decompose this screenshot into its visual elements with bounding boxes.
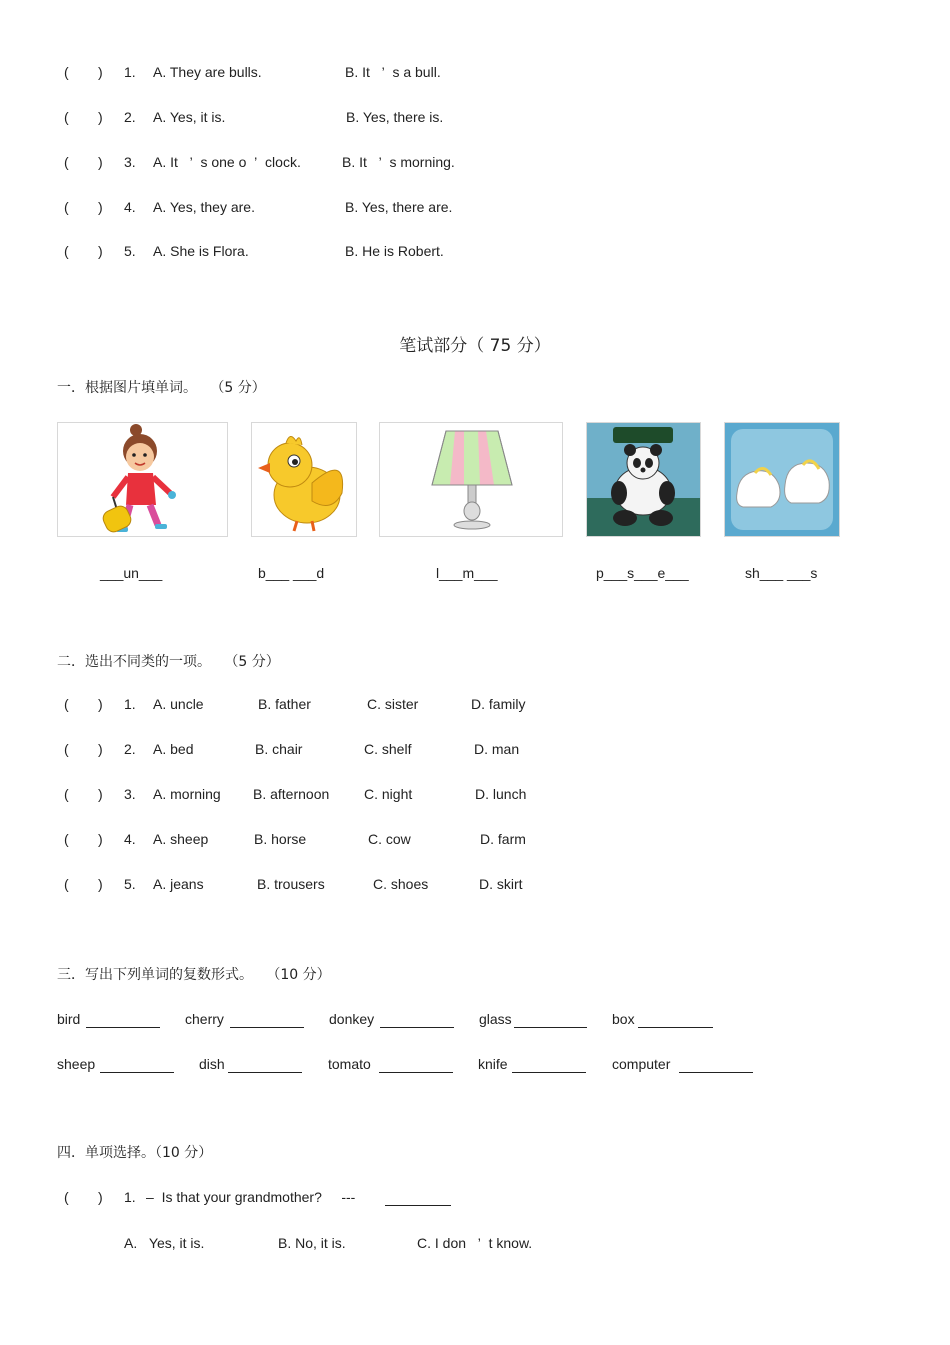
question-row xyxy=(0,741,950,761)
answer-paren-open: ( xyxy=(64,64,69,80)
answer-blank[interactable] xyxy=(679,1072,753,1073)
answer-paren-close: ) xyxy=(98,1189,103,1205)
question-number: 2. xyxy=(124,109,136,125)
answer-paren-open: ( xyxy=(64,696,69,712)
option-a: A. Yes, it is. xyxy=(124,1235,205,1251)
answer-paren-close: ) xyxy=(98,199,103,215)
answer-paren-open: ( xyxy=(64,243,69,259)
plural-word: computer xyxy=(612,1056,671,1072)
listening-row xyxy=(0,109,950,129)
question-row xyxy=(0,831,950,851)
section3-title: 三．写出下列单词的复数形式。 （10 分） xyxy=(57,967,331,983)
plural-word: sheep xyxy=(57,1056,96,1072)
answer-paren-close: ) xyxy=(98,243,103,259)
answer-paren-close: ) xyxy=(98,696,103,712)
answer-paren-open: ( xyxy=(64,876,69,892)
option-a: A. uncle xyxy=(153,696,204,712)
plural-word: tomato xyxy=(328,1056,371,1072)
answer-paren-open: ( xyxy=(64,741,69,757)
option-b: B. Yes, there is. xyxy=(346,109,444,125)
question-number: 5. xyxy=(124,243,136,259)
question-number: 3. xyxy=(124,786,136,802)
plural-word: donkey xyxy=(329,1011,375,1027)
option-d: D. family xyxy=(471,696,526,712)
option-b: B. father xyxy=(258,696,311,712)
question-text: – Is that your grandmother? --- xyxy=(146,1189,356,1205)
option-b: B. trousers xyxy=(257,876,325,892)
options-row xyxy=(0,1235,950,1255)
girl-with-suitcase-picture xyxy=(57,422,228,537)
listening-row xyxy=(0,154,950,174)
answer-blank[interactable] xyxy=(379,1072,453,1073)
answer-blank[interactable] xyxy=(380,1027,454,1028)
option-c: C. I don ’ t know. xyxy=(417,1235,533,1251)
lamp-picture xyxy=(379,422,563,537)
answer-paren-open: ( xyxy=(64,1189,69,1205)
answer-blank[interactable] xyxy=(230,1027,304,1028)
option-b: B. Yes, there are. xyxy=(345,199,453,215)
answer-blank[interactable] xyxy=(638,1027,713,1028)
answer-paren-open: ( xyxy=(64,786,69,802)
answer-paren-close: ) xyxy=(98,786,103,802)
plural-word: dish xyxy=(199,1056,225,1072)
answer-paren-close: ) xyxy=(98,109,103,125)
answer-paren-close: ) xyxy=(98,876,103,892)
option-d: D. skirt xyxy=(479,876,523,892)
option-b: B. afternoon xyxy=(253,786,330,802)
option-a: A. She is Flora. xyxy=(153,243,249,259)
plural-word: cherry xyxy=(185,1011,224,1027)
listening-row xyxy=(0,199,950,219)
question-number: 3. xyxy=(124,154,136,170)
answer-blank[interactable] xyxy=(100,1072,174,1073)
answer-paren-open: ( xyxy=(64,831,69,847)
question-row xyxy=(0,876,950,896)
option-d: D. man xyxy=(474,741,520,757)
section4-title: 四．单项选择。（10 分） xyxy=(57,1145,213,1161)
option-c: C. cow xyxy=(368,831,411,847)
answer-paren-open: ( xyxy=(64,154,69,170)
option-a: A. jeans xyxy=(153,876,204,892)
option-b: B. It ’ s a bull. xyxy=(345,64,441,80)
question-number: 4. xyxy=(124,199,136,215)
answer-paren-close: ) xyxy=(98,64,103,80)
section2-title: 二．选出不同类的一项。 （5 分） xyxy=(57,654,280,670)
option-c: C. shoes xyxy=(373,876,429,892)
answer-blank[interactable] xyxy=(514,1027,587,1028)
answer-paren-close: ) xyxy=(98,831,103,847)
option-a: A. It ’ s one o ’ clock. xyxy=(153,154,301,170)
option-a: A. Yes, it is. xyxy=(153,109,226,125)
listening-row xyxy=(0,64,950,84)
fill-word: p___s___e___ xyxy=(596,565,689,581)
option-b: B. No, it is. xyxy=(278,1235,346,1251)
question-number: 5. xyxy=(124,876,136,892)
shoes-picture xyxy=(724,422,840,537)
question-number: 4. xyxy=(124,831,136,847)
answer-blank[interactable] xyxy=(512,1072,586,1073)
answer-paren-open: ( xyxy=(64,199,69,215)
question-row xyxy=(0,786,950,806)
answer-blank[interactable] xyxy=(228,1072,302,1073)
option-c: C. night xyxy=(364,786,413,802)
option-d: D. lunch xyxy=(475,786,527,802)
option-a: A. They are bulls. xyxy=(153,64,262,80)
option-a: A. bed xyxy=(153,741,194,757)
answer-blank[interactable] xyxy=(385,1205,451,1206)
kung-fu-panda-picture xyxy=(586,422,701,537)
question-row xyxy=(0,1189,950,1209)
option-a: A. Yes, they are. xyxy=(153,199,255,215)
option-b: B. It ’ s morning. xyxy=(342,154,455,170)
option-a: A. morning xyxy=(153,786,221,802)
plural-word: bird xyxy=(57,1011,81,1027)
option-b: B. He is Robert. xyxy=(345,243,444,259)
listening-row xyxy=(0,243,950,263)
section1-title: 一．根据图片填单词。 （5 分） xyxy=(57,380,266,396)
option-c: C. shelf xyxy=(364,741,412,757)
answer-paren-open: ( xyxy=(64,109,69,125)
fill-word: sh___ ___s xyxy=(745,565,818,581)
plural-word: knife xyxy=(478,1056,508,1072)
question-number: 1. xyxy=(124,64,136,80)
answer-paren-close: ) xyxy=(98,741,103,757)
question-number: 1. xyxy=(124,696,136,712)
option-d: D. farm xyxy=(480,831,526,847)
answer-blank[interactable] xyxy=(86,1027,160,1028)
yellow-bird-picture xyxy=(251,422,357,537)
plural-word: box xyxy=(612,1011,635,1027)
plural-word: glass xyxy=(479,1011,512,1027)
fill-word: l___m___ xyxy=(436,565,498,581)
fill-word: ___un___ xyxy=(100,565,163,581)
answer-paren-close: ) xyxy=(98,154,103,170)
question-number: 2. xyxy=(124,741,136,757)
question-number: 1. xyxy=(124,1189,136,1205)
question-row xyxy=(0,696,950,716)
written-part-title: 笔试部分（ 75 分） xyxy=(399,336,551,356)
option-c: C. sister xyxy=(367,696,419,712)
option-b: B. horse xyxy=(254,831,307,847)
option-b: B. chair xyxy=(255,741,303,757)
fill-word: b___ ___d xyxy=(258,565,325,581)
option-a: A. sheep xyxy=(153,831,209,847)
